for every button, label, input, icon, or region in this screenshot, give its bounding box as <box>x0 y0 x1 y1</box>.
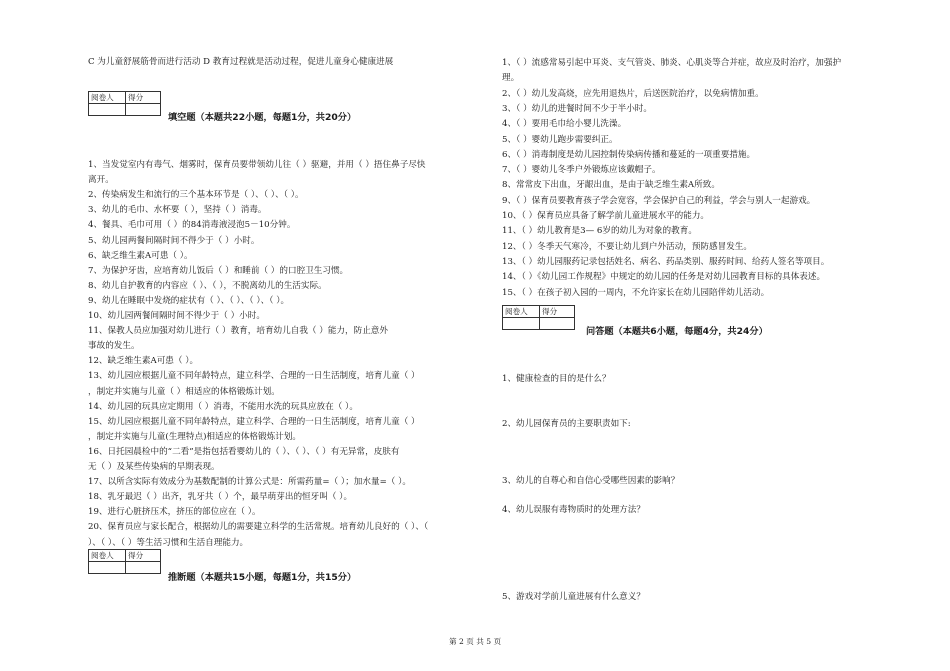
reviewer-label: 阅卷人 <box>89 550 126 562</box>
reviewer-cell[interactable] <box>89 104 126 116</box>
page-number-footer: 第 2 页 共 5 页 <box>448 637 502 646</box>
reviewer-label: 阅卷人 <box>89 92 126 104</box>
question-line: 15、幼儿园应根据儿童不同年龄特点，建立科学、合理的一日生活制度，培育儿童（ ） <box>88 416 420 427</box>
choice-option-line: C 为儿童舒展筋骨而进行活动 D 教育过程就是活动过程，促进儿童身心健康进展 <box>88 57 394 67</box>
question-line: 17、以所含实际有效成分为基数配制的计算公式是：所需药量=（ ）；加水量=（ ）。 <box>88 477 411 488</box>
question-line: 4、餐具、毛巾可用（ ）的84消毒液浸泡5－10分钟。 <box>88 220 296 231</box>
score-label: 得分 <box>126 92 161 104</box>
question-line: 7、为保护牙齿，应培育幼儿饭后（ ）和睡前（ ）的口腔卫生习惯。 <box>88 265 349 276</box>
question-line: 3、（ ）幼儿的进餐时间不少于半小时。 <box>502 103 652 114</box>
score-label: 得分 <box>540 306 575 318</box>
question-line: 15、（ ）在孩子初入园的一周内，不允许家长在幼儿园陪伴幼儿活动。 <box>502 287 770 298</box>
question-line: 19、进行心脏挤压术，挤压的部位应在（ ）。 <box>88 507 261 518</box>
question-line: 1、（ ）流感常易引起中耳炎、支气管炎、肺炎、心肌炎等合并症，故应及时治疗，加强护 <box>502 58 842 68</box>
question-line: 10、（ ）保育员应具备了解学前儿童进展水平的能力。 <box>502 211 710 221</box>
question-line: 无（ ）及某些传染病的早期表现。 <box>88 462 220 472</box>
question-line: 8、常常皮下出血，牙龈出血，是由于缺乏维生素A所致。 <box>502 180 720 191</box>
score-box-fill <box>88 91 161 116</box>
score-box-judge <box>88 549 161 574</box>
question-line: 6、（ ）消毒制度是幼儿园控制传染病传播和蔓延的一项重要措施。 <box>502 149 756 160</box>
reviewer-cell[interactable] <box>503 318 540 330</box>
question-line: 6、缺乏维生素A可患（ ）。 <box>88 250 193 261</box>
question-line: 12、（ ）冬季天气寒冷，不要让幼儿到户外活动，预防感冒发生。 <box>502 241 752 252</box>
qa-section-heading: 问答题（本题共6小题，每题4分，共24分） <box>586 326 768 337</box>
question-line: 20、保育员应与家长配合，根据幼儿的需要建立科学的生活常规。培育幼儿良好的（ ）、（ <box>88 522 429 533</box>
question-line: ，制定并实施与儿童(生理特点)相适应的体格锻炼计划。 <box>88 431 301 442</box>
question-line: 14、（ ）《幼儿园工作规程》中规定的幼儿园的任务是对幼儿园教育目标的具体表述。 <box>502 272 826 283</box>
fill-section-heading: 填空题（本题共22小题，每题1分，共20分） <box>168 112 357 123</box>
question-line: 12、缺乏维生素A可患（ ）。 <box>88 356 199 367</box>
question-line: 18、乳牙最迟（ ）出齐，乳牙共（ ）个，最早萌芽出的恒牙叫（ ）。 <box>88 492 353 503</box>
question-line: 13、幼儿园应根据儿童不同年龄特点，建立科学、合理的一日生活制度，培育儿童（ ） <box>88 371 420 382</box>
question-line: 2、传染病发生和流行的三个基本环节是（ ）、（ ）、（ ）。 <box>88 190 304 201</box>
question-line: 事故的发生。 <box>88 341 140 352</box>
question-line: 3、幼儿的毛巾、水杯要（ ），坚持（ ）消毒。 <box>88 205 267 216</box>
reviewer-label: 阅卷人 <box>503 306 540 318</box>
question-line: 4、（ ）要用毛巾给小婴儿洗澡。 <box>502 119 627 130</box>
question-line: 13、（ ）幼儿园服药记录包括姓名、病名、药品类别、服药时间、给药人签名等项目。 <box>502 256 830 267</box>
question-line: 7、（ ）婴幼儿冬季户外锻炼应该戴帽子。 <box>502 165 661 176</box>
question-line: 5、（ ）婴幼儿跑步需要纠正。 <box>502 134 618 145</box>
question-line: ，制定并实施与儿童（ ）相适应的体格锻炼计划。 <box>88 386 280 397</box>
judge-section-heading: 推断题（本题共15小题，每题1分，共15分） <box>168 572 357 583</box>
question-line: 3、幼儿的自尊心和自信心受哪些因素的影响？ <box>502 476 680 486</box>
question-line: 理。 <box>502 73 520 84</box>
question-line: 4、幼儿误服有毒物质时的处理方法？ <box>502 505 645 515</box>
score-box-qa <box>502 305 575 330</box>
question-line: 11、（ ）幼儿教育是3— 6岁的幼儿为对象的教育。 <box>502 226 697 237</box>
question-line: 1、当发觉室内有毒气、烟雾时，保育员要带领幼儿往（ ）驱避，并用（ ）捂住鼻子尽快 <box>88 160 426 170</box>
question-line: 16、日托园晨检中的“二看”是指包括看婴幼儿的（ ）、（ ）、（ ）有无异常，皮肤有 <box>88 446 400 457</box>
score-cell[interactable] <box>126 562 161 574</box>
question-line: 2、（ ）幼儿发高烧，应先用退热片，后送医院治疗，以免病情加重。 <box>502 88 764 99</box>
question-line: ）、（ ）、（ ）等生活习惯和生活自理能力。 <box>88 537 249 548</box>
question-line: 8、幼儿自护教育的内容应（ ）、（ ），不脱离幼儿的生活实际。 <box>88 280 327 291</box>
question-line: 10、幼儿园两餐间隔时间不得少于（ ）小时。 <box>88 311 265 321</box>
score-cell[interactable] <box>540 318 575 330</box>
question-line: 2、幼儿园保育员的主要职责如下: <box>502 419 631 429</box>
score-label: 得分 <box>126 550 161 562</box>
question-line: 1、健康检查的目的是什么？ <box>502 374 611 384</box>
reviewer-cell[interactable] <box>89 562 126 574</box>
question-line: 5、幼儿园两餐间隔时间不得少于（ ）小时。 <box>88 235 260 246</box>
score-cell[interactable] <box>126 104 161 116</box>
question-line: 9、（ ）保育员要教育孩子学会宽容，学会保护自己的利益，学会与别人一起游戏。 <box>502 195 816 206</box>
question-line: 9、幼儿在睡眠中发烧的症状有（ ）、（ ）、（ ）、（ ）。 <box>88 295 290 306</box>
question-line: 离开。 <box>88 175 114 186</box>
question-line: 5、游戏对学前儿童进展有什么意义？ <box>502 592 645 602</box>
question-line: 14、幼儿园的玩具应定期用（ ）消毒，不能用水洗的玩具应放在（ ）。 <box>88 401 358 412</box>
question-line: 11、保教人员应加强对幼儿进行（ ）教育，培育幼儿自我（ ）能力，防止意外 <box>88 326 388 337</box>
